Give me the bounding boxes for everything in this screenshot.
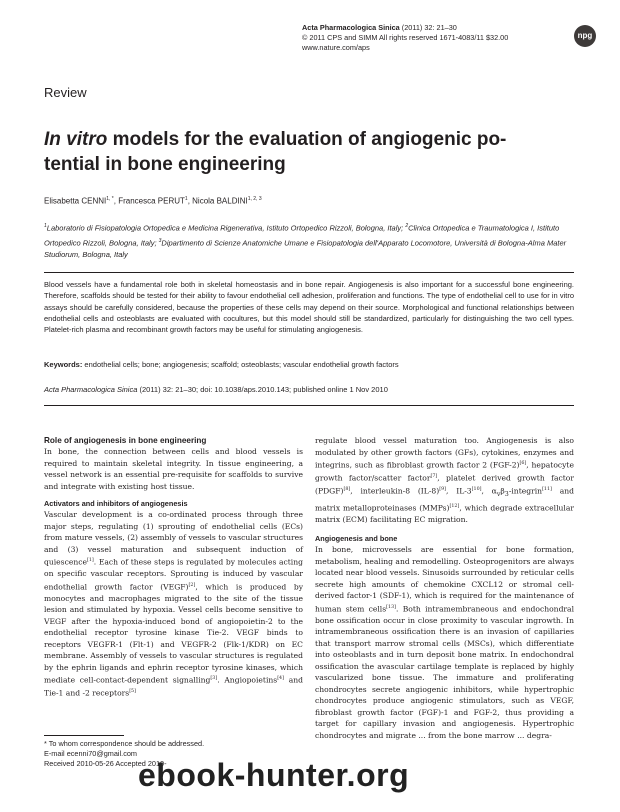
- author-list: Elisabetta $CENNI^{1, *}$, Francesca PERUT$^1$, Nicola BALDINI$^{1, 2, 3}$: [44, 196, 262, 206]
- paragraph: regulate blood vessel maturation too. Angiogenesis is also modulated by other growth factors (GFs), cytokines, enzymes and integrins, such as fibroblast growth factor 2 (FGF-2)[6], hepatocyte growth factor/scatter factor[7], platelet derived growth factor (PDGF)[8], interleukin-8 (IL-8)[9], IL-3[10], $\alpha_v\beta_3-integrin[11]$ and matrix metalloproteinases (MMPs)[12], which degrade extracellular matrix (ECM) facilitating EC migration.: [315, 436, 574, 524]
- journal-name: Acta Pharmacologica Sinica: [302, 23, 400, 32]
- keywords-list: endothelial cells; bone; angiogenesis; scaffold; osteoblasts; vascular endothelial growth factors: [82, 360, 399, 369]
- section-label: Review: [44, 85, 87, 100]
- left-column: [44, 435, 303, 699]
- journal-url[interactable]: www.nature.com/aps: [302, 43, 370, 52]
- paragraph: In bone, microvessels are essential for bone formation, metabolism, healing and remodelling. Osteoprogenitors are always located near blood vessels. Sinusoids surrounded by reticular cells secrete high amounts of chemokine CXCL12 or stromal cell-derived factor-1 (SDF-1), which is required for the maintenance of human stem cells[13]. Both intramembraneous and endochondral bone ossification occur in close proximity to vascular ingrowth. In intramembraneous ossification there is an invasion of capillaries that transport marrow stromal cells (MSCs), which differentiate into osteoblasts and in turn deposit bone matrix. In endochondral ossification the avascular cartilage template is replaced by highly vascularized bone tissue. The immature and proliferating chondrocytes secrete angiogenic inhibitors, while hypertrophic chondrocytes produce angiogenic stimulators, such as VEGF, fibroblast growth factor (FGF)-1 and FGF-2, thus providing a target for capillary invasion and angiogenesis. Hypertrophic chondrocytes and migrate ... from the bone marrow ... degra-: [315, 545, 574, 740]
- affil-text: Clinica Ortopedica e Traumatologica I, Istituto Ortopedico Rizzoli, Bologna, Italy;: [44, 223, 560, 247]
- email[interactable]: E-mail ecenni70@gmail.com: [44, 749, 137, 758]
- received-date: Received 2010-05-26 Accepted 2010-: [44, 759, 167, 768]
- npg-logo: npg: [574, 25, 596, 47]
- keywords: [44, 360, 574, 369]
- abstract: Blood vessels have a fundamental role both in skeletal homeostasis and in bone repair. Angiogenesis is also important for a successful bone engineering. Therefore, scaffolds should be tested for their ability to favour endothelial cell adhesion, proliferation and functions. The type of endothelial cell to use for in vitro assays should be carefully considered, because the properties of these cells may depend on their source. Morphological and functional relationships between endothelial cells and osteoblasts are evaluated with cocultures, but this model should still be standardized, particularly for distinguishing the two cell types. Platelet-rich plasma and recombinant growth factors may be useful for stimulating angiogenesis.: [44, 280, 574, 335]
- author-name: Francesca PERUT: [118, 196, 185, 206]
- article-title: [44, 127, 584, 177]
- correspondence-footnote: * To whom correspondence should be addressed. E-mail ecenni70@gmail.com Received 2010-05-26 Accepted 2010-: [44, 739, 205, 768]
- title-part2: tential in bone engineering: [44, 154, 286, 175]
- abstract-top-rule: [44, 272, 574, 273]
- journal-header: [302, 23, 457, 33]
- keywords-label: Keywords:: [44, 360, 83, 369]
- journal-ref: (2011) 32: 21–30: [401, 23, 457, 32]
- author-sup: 1: [184, 196, 188, 202]
- title-part1: models for the evaluation of angiogenic po-: [107, 129, 507, 150]
- subsection-heading: Activators and inhibitors of angiogenesis: [44, 499, 188, 508]
- copyright-line: © 2011 CPS and SIMM All rights reserved 1671-4083/11 $32.00: [302, 33, 509, 42]
- affil-sup: 3: [158, 237, 162, 244]
- section-heading: Role of angiogenesis in bone engineering: [44, 436, 207, 445]
- affil-text: Laboratorio di Fisiopatologia Ortopedica e Medicina Rigenerativa, Istituto Ortopedico Rizzoli, Bologna, Italy;: [46, 223, 406, 233]
- paragraph: In bone, the connection between cells and blood vessels is required to maintain skeletal integrity. In tissue engineering, a vessel network is an essential pre-requisite for scaffolds to survive and integrate with existing host tissue.: [44, 447, 303, 491]
- author-name: Elisabetta CENNI: [44, 196, 107, 206]
- affiliations: [44, 220, 574, 261]
- citation-bottom-rule: [44, 405, 574, 406]
- title-italic: In vitro: [44, 129, 108, 150]
- footnote-rule: [44, 735, 124, 736]
- citation-journal: Acta Pharmacologica Sinica: [44, 385, 138, 394]
- affil-text: Dipartimento di Scienze Anatomiche Umane e Fisiopatologia dell'Apparato Locomotore, Università di Bologna-Alma Mater Studiorum, Bologna, Italy: [44, 238, 567, 259]
- author-sup: 1, 2, 3: [247, 196, 262, 202]
- right-column: [315, 435, 574, 807]
- paragraph: Vascular development is a co-ordinated process through three major steps, regulating (1) sprouting of endothelial cells (ECs) from mature vessels, (2) assembly of vessels to vascular structures and (3) vessel maturation and subsequent induction of quiescence[1]. Each of these steps is regulated by molecules acting on specific vascular receptors. Sprouting is induced by vascular endothelial growth factor (VEGF)[2], which is produced by monocytes and macrophages migrated to the site of the tissue lesion and stimulated by hypoxia. Vessel cells become sensitive to VEGF after the hypoxia-induced bond of angiopoietin-2 to the endothelial receptor tyrosine kinase Tie-2. VEGF binds to receptors VEGFR-1 (Flt-1) and VEGFR-2 (Flk-1/KDR) on EC membrane. Assembly of vessels to vascular structures is regulated by the ephrin ligands and ephrin receptor tyrosine kinases, which mediate cell-contact-dependent signalling[3]. Angiopoietins[4] and Tie-1 and -2 receptors[5]: [44, 510, 303, 698]
- citation-details: (2011) 32: 21–30; doi: 10.1038/aps.2010.143; published online 1 Nov 2010: [137, 385, 388, 394]
- author-sup: 1, *: [106, 196, 114, 202]
- affil-sup: 1: [44, 223, 47, 229]
- affil-sup: 2: [405, 223, 409, 229]
- author-name: Nicola BALDINI: [192, 196, 248, 206]
- subsection-heading: Angiogenesis and bone: [315, 534, 398, 544]
- watermark: ebook-hunter.org: [138, 757, 410, 793]
- citation-line: [44, 385, 574, 394]
